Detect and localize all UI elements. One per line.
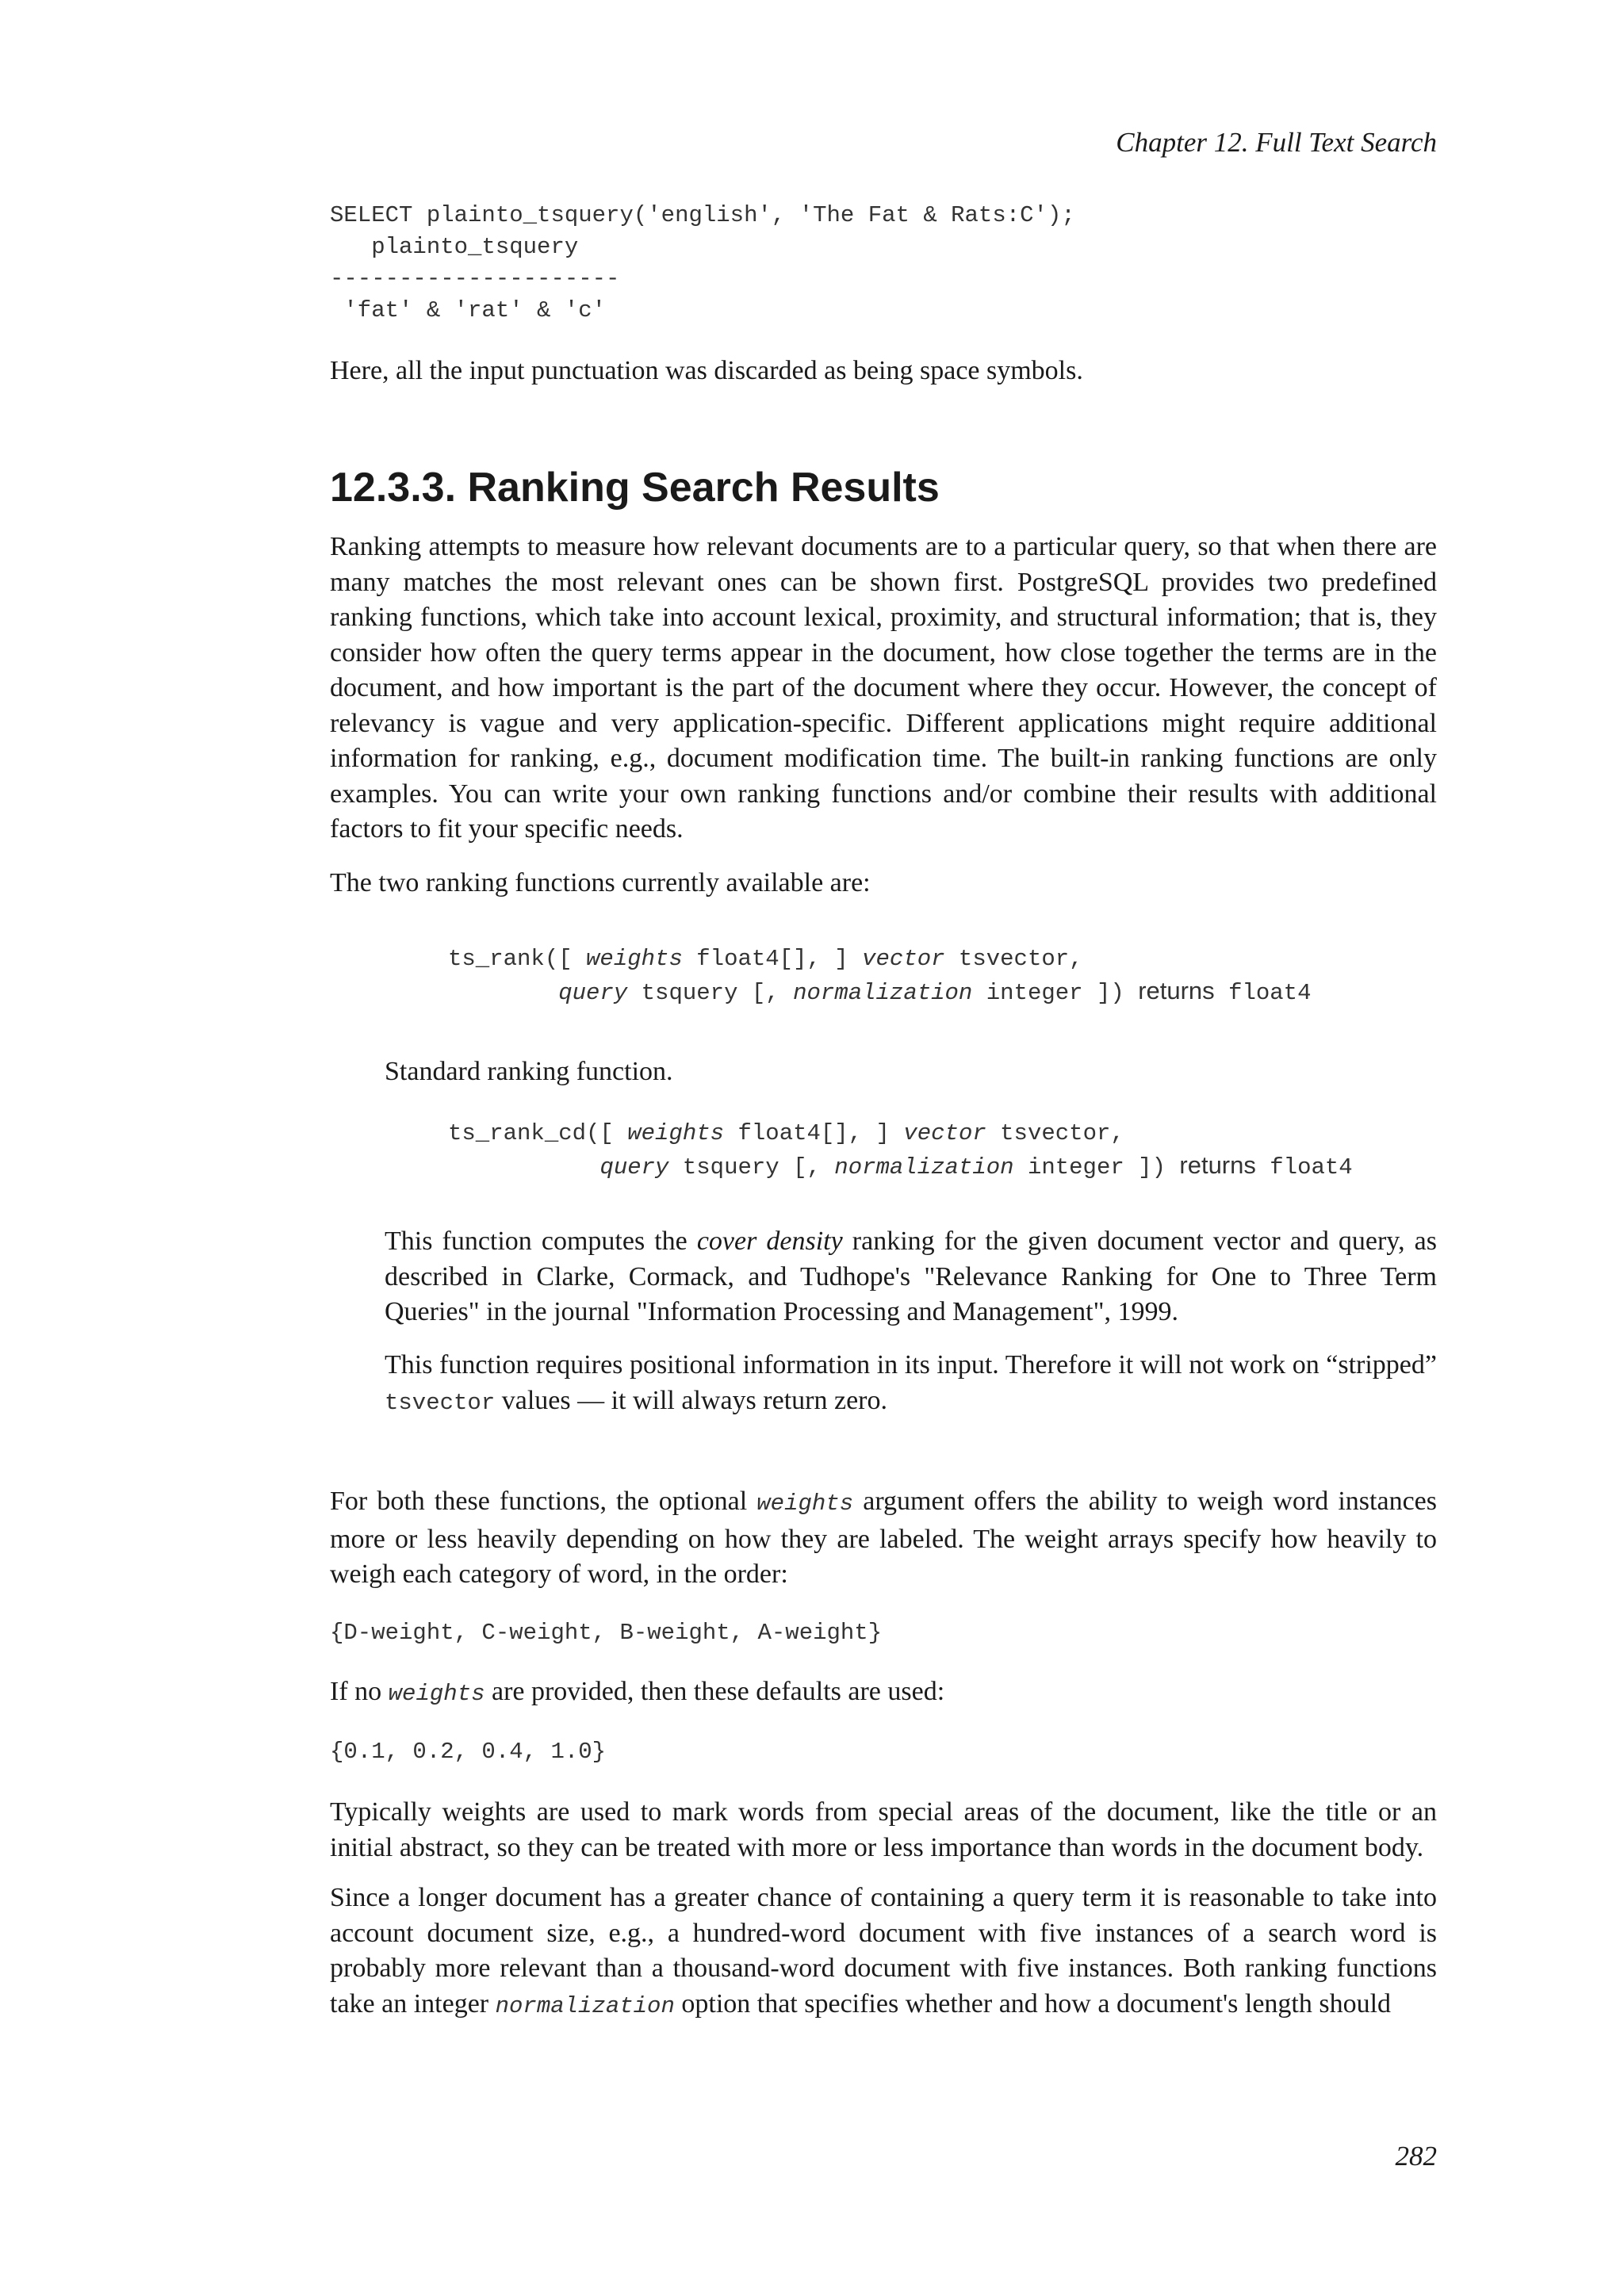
paragraph-normalization: Since a longer document has a greater chance of containing a query term it is reasonable to take into account document size, e.g., a hundred-word document with five instances of a search word is probably more relevant than a thousand-word document with five instances. Both ranking functions take an integer normalization option that specifies whether and how a document's length should [330, 1883, 1437, 2019]
ts-rank-cd-description: This function computes the cover density ranking for the given document vector and query, as described in Clarke, Cormack, and Tudhope's "Relevance Ranking for One to Three Term Queries" in the journal "Information Processing and Management", 1999. [385, 1226, 1437, 1326]
ts-rank-synopsis-line2: query tsquery [, normalization integer ]) returns float4 [558, 977, 1312, 1006]
paragraph-two-functions: The two ranking functions currently available are: [330, 868, 871, 897]
paragraph-punctuation: Here, all the input punctuation was discarded as being space symbols. [330, 356, 1083, 385]
ts-rank-cd-synopsis-line2: query tsquery [, normalization integer ]) returns float4 [599, 1151, 1353, 1181]
example-code-line: SELECT plainto_tsquery('english', 'The Fat & Rats:C'); [330, 202, 1075, 228]
code-weight-order: {D-weight, C-weight, B-weight, A-weight} [330, 1620, 883, 1646]
ts-rank-description: Standard ranking function. [385, 1057, 673, 1086]
ts-rank-cd-synopsis-line1: ts_rank_cd([ weights float4[], ] vector tsvector, [448, 1120, 1124, 1146]
example-code-line: plainto_tsquery [330, 234, 579, 260]
running-header: Chapter 12. Full Text Search [1116, 127, 1437, 158]
section-heading: 12.3.3. Ranking Search Results [330, 465, 940, 511]
code-defaults: {0.1, 0.2, 0.4, 1.0} [330, 1739, 607, 1765]
paragraph-typically: Typically weights are used to mark words from special areas of the document, like the title or an initial abstract, so they can be treated with more or less importance than words in the document body. [330, 1797, 1437, 1862]
page-number: 282 [1395, 2141, 1437, 2172]
paragraph-defaults: If no weights are provided, then these defaults are used: [330, 1677, 945, 1707]
ts-rank-cd-positional-note: This function requires positional information in its input. Therefore it will not work on “stripped” tsvector values — it will always return zero. [385, 1350, 1437, 1416]
example-code-line: --------------------- [330, 266, 620, 292]
example-code-line: 'fat' & 'rat' & 'c' [330, 297, 607, 323]
paragraph-ranking-intro: Ranking attempts to measure how relevant documents are to a particular query, so that when there are many matches the most relevant ones can be shown first. PostgreSQL provides two predefined ranking functions, which take into account lexical, proximity, and structural information; that is, they consider how often the query terms appear in the document, how close together the terms are in the document, and how important is the part of the document where they occur. However, the concept of relevancy is vague and very application-specific. Different applications might require additional information for ranking, e.g., document modification time. The built-in ranking functions are only examples. You can write your own ranking functions and/or combine their results with additional factors to fit your specific needs. [330, 532, 1437, 844]
ts-rank-synopsis-line1: ts_rank([ weights float4[], ] vector tsvector, [448, 946, 1083, 972]
paragraph-weights: For both these functions, the optional weights argument offers the ability to weigh word instances more or less heavily depending on how they are labeled. The weight arrays specify how heavily to weigh each category of word, in the order: [330, 1487, 1437, 1589]
